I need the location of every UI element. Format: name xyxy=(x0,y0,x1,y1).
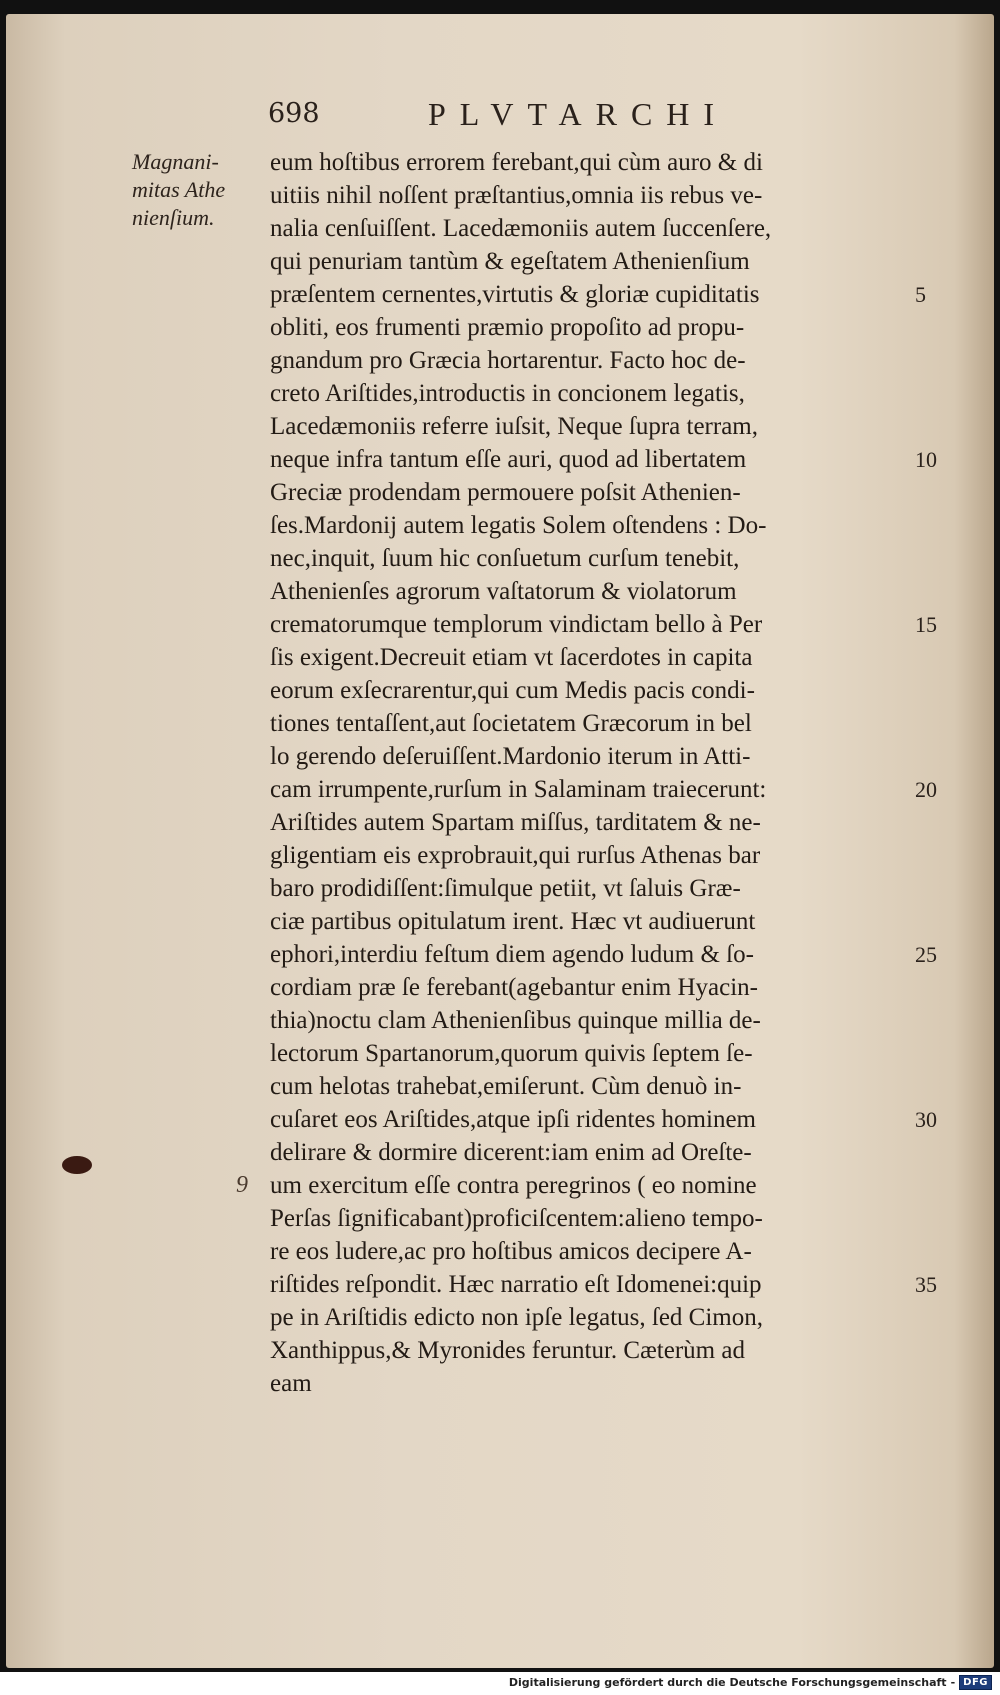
marginal-note xyxy=(132,148,262,232)
text-line: riſtides reſpondit. Hæc narratio eſt Idomenei:quip xyxy=(270,1271,762,1298)
text-line: ſes.Mardonij autem legatis Solem oſtendens : Do- xyxy=(270,512,767,539)
text-line: cordiam præ ſe ferebant(agebantur enim Hyacin- xyxy=(270,974,758,1001)
margin-scribble: 9 xyxy=(236,1172,248,1198)
line-numbers xyxy=(915,146,975,1346)
line-number: 20 xyxy=(915,777,937,802)
page-header xyxy=(268,98,968,138)
marginal-note-line: nienſium. xyxy=(132,205,215,230)
text-line: lectorum Spartanorum,quorum quivis ſeptem ſe- xyxy=(270,1040,753,1067)
text-line: Lacedæmoniis referre iuſsit, Neque ſupra terram, xyxy=(270,413,759,440)
text-line: gligentiam eis exprobrauit,qui rurſus Athenas bar xyxy=(270,842,761,869)
text-line: eorum exſecrarentur,qui cum Medis pacis condi- xyxy=(270,677,755,704)
marginal-note-line: Magnani- xyxy=(132,149,219,174)
text-line: gnandum pro Græcia hortarentur. Facto hoc de- xyxy=(270,347,746,374)
text-line: cuſaret eos Ariſtides,atque ipſi ridentes hominem xyxy=(270,1106,756,1133)
line-number: 15 xyxy=(915,612,937,637)
marginal-note-line: mitas Athe xyxy=(132,177,226,202)
text-line: cum helotas trahebat,emiſerunt. Cùm denuò in- xyxy=(270,1073,742,1100)
running-head: PLVTARCHI xyxy=(428,96,729,132)
text-line: re eos ludere,ac pro hoſtibus amicos decipere A- xyxy=(270,1238,752,1265)
text-line: Athenienſes agrorum vaſtatorum & violatorum xyxy=(270,578,737,605)
text-line: pe in Ariſtidis edicto non ipſe legatus, ſed Cimon, xyxy=(270,1304,763,1331)
page-number: 698 xyxy=(268,98,320,129)
text-line: baro prodidiſſent:ſimulque petiit, vt ſaluis Græ- xyxy=(270,875,741,902)
text-line: um exercitum eſſe contra peregrinos ( eo nomine xyxy=(270,1172,757,1199)
text-line: nec,inquit, ſuum hic conſuetum curſum tenebit, xyxy=(270,545,740,572)
text-line: Xanthippus,& Myronides feruntur. Cæterùm ad xyxy=(270,1337,745,1364)
text-line: ephori,interdiu feſtum diem agendo ludum & ſo- xyxy=(270,941,754,968)
ink-blot xyxy=(62,1156,92,1174)
text-line: neque infra tantum eſſe auri, quod ad libertatem xyxy=(270,446,747,473)
text-line: cam irrumpente,rurſum in Salaminam traiecerunt: xyxy=(270,776,767,803)
text-line: eum hoſtibus errorem ferebant,qui cùm auro & di xyxy=(270,149,763,176)
text-line: ciæ partibus opitulatum irent. Hæc vt audiuerunt xyxy=(270,908,756,935)
text-line: lo gerendo deſeruiſſent.Mardonio iterum in Atti- xyxy=(270,743,751,770)
text-line: eam xyxy=(270,1370,312,1397)
text-line: præſentem cernentes,virtutis & gloriæ cupiditatis xyxy=(270,281,760,308)
line-number: 30 xyxy=(915,1107,937,1132)
text-line: crematorumque templorum vindictam bello à Per xyxy=(270,611,763,638)
text-line: uitiis nihil noſſent præſtantius,omnia iis rebus ve- xyxy=(270,182,763,209)
text-line: Greciæ prodendam permouere poſsit Athenien- xyxy=(270,479,741,506)
line-number: 5 xyxy=(915,282,926,307)
text-line: nalia cenſuiſſent. Lacedæmoniis autem ſuccenſere, xyxy=(270,215,772,242)
text-line: creto Ariſtides,introductis in concionem legatis, xyxy=(270,380,745,407)
digitization-footer: Digitalisierung gefördert durch die Deutsche Forschungsgemeinschaft - DFG xyxy=(509,1673,992,1691)
text-line: delirare & dormire dicerent:iam enim ad Oreſte- xyxy=(270,1139,752,1166)
text-line: tiones tentaſſent,aut ſocietatem Græcorum in bel xyxy=(270,710,752,737)
text-line: obliti, eos frumenti præmio propoſito ad propu- xyxy=(270,314,745,341)
body-text xyxy=(270,146,910,1400)
text-line: Perſas ſignificabant)proficiſcentem:alieno tempo- xyxy=(270,1205,763,1232)
dfg-logo: DFG xyxy=(959,1675,992,1690)
line-number: 25 xyxy=(915,942,937,967)
text-line: Ariſtides autem Spartam miſſus, tarditatem & ne- xyxy=(270,809,761,836)
text-line: ſis exigent.Decreuit etiam vt ſacerdotes in capita xyxy=(270,644,753,671)
line-number: 35 xyxy=(915,1272,937,1297)
text-line: thia)noctu clam Athenienſibus quinque millia de- xyxy=(270,1007,761,1034)
text-line: qui penuriam tantùm & egeſtatem Athenienſium xyxy=(270,248,750,275)
line-number: 10 xyxy=(915,447,937,472)
footer-text: Digitalisierung gefördert durch die Deutsche Forschungsgemeinschaft xyxy=(508,1675,947,1689)
